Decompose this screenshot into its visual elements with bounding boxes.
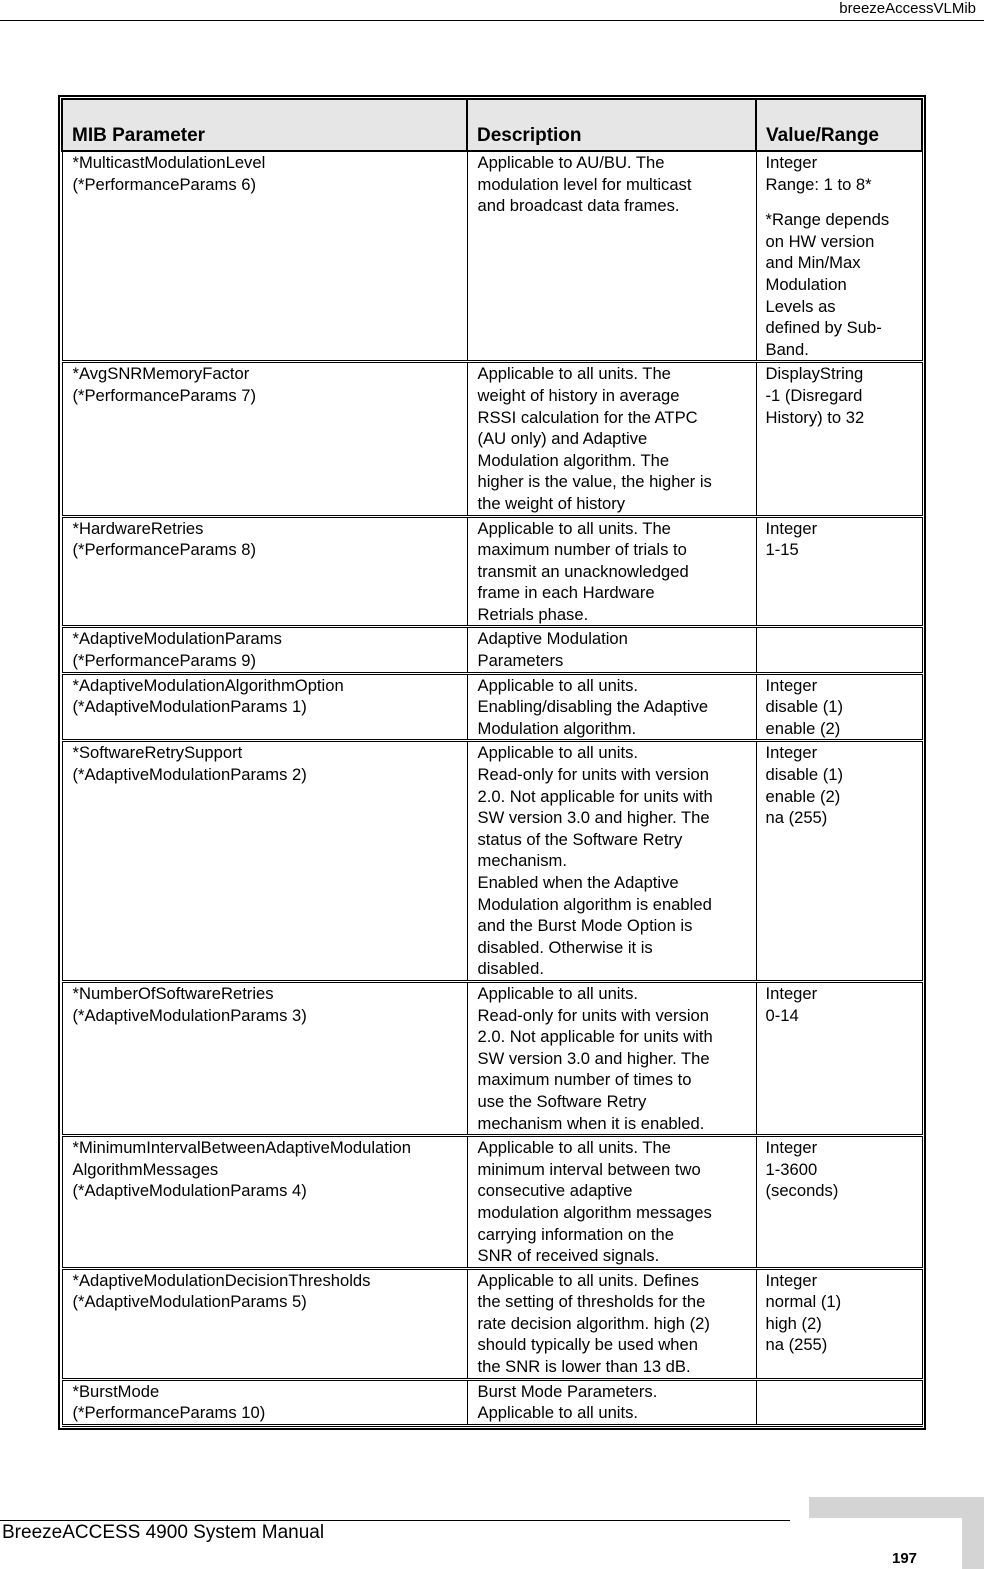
cell-text-line: and broadcast data frames. xyxy=(477,196,680,216)
cell-text-line: enable (2) xyxy=(765,718,841,738)
parameter-cell xyxy=(62,1268,467,1379)
cell-text-line: Applicable to all units. xyxy=(477,1403,639,1423)
table-row xyxy=(62,673,922,741)
cell-text-line: mechanism. xyxy=(477,851,567,871)
cell-text-line: (*PerformanceParams 10) xyxy=(72,1403,266,1423)
cell-text-line: defined by Sub- xyxy=(765,318,882,338)
cell-text-line: Applicable to all units. Defines xyxy=(477,1270,699,1290)
cell-text-line: -1 (Disregard xyxy=(765,385,863,405)
cell-text-line: Integer xyxy=(765,1138,818,1158)
cell-text-line: (*PerformanceParams 6) xyxy=(72,174,257,194)
cell-text-line: Modulation algorithm. xyxy=(477,718,637,738)
cell-text-line: Integer xyxy=(765,153,818,172)
cell-text-line: modulation level for multicast xyxy=(477,174,692,194)
table-header-row xyxy=(62,99,922,151)
cell-text-line: *AvgSNRMemoryFactor xyxy=(72,364,250,384)
parameter-cell xyxy=(62,516,467,627)
cell-text-line: (*AdaptiveModulationParams 4) xyxy=(72,1181,307,1201)
cell-text-line: mechanism when it is enabled. xyxy=(477,1113,705,1133)
cell-text-line: and Min/Max xyxy=(765,253,861,273)
cell-text-line: na (255) xyxy=(765,1335,828,1355)
description-cell xyxy=(467,1136,756,1269)
cell-text-line: Modulation xyxy=(765,274,847,294)
cell-text-line: Modulation algorithm is enabled xyxy=(477,894,712,914)
table-row xyxy=(62,151,922,362)
description-cell xyxy=(467,151,756,362)
table-row xyxy=(62,362,922,516)
cell-text-line: disable (1) xyxy=(765,765,843,785)
cell-text-line: the weight of history xyxy=(477,493,626,513)
cell-text-line: normal (1) xyxy=(765,1292,842,1312)
page-number: 197 xyxy=(892,1550,918,1567)
cell-text-line: Applicable to all units. xyxy=(477,983,639,1003)
cell-text-line: Modulation algorithm. The xyxy=(477,450,670,470)
cell-text-line: the SNR is lower than 13 dB. xyxy=(477,1357,691,1377)
description-cell xyxy=(467,673,756,741)
cell-text-line: (*PerformanceParams 8) xyxy=(72,540,257,560)
value-range-cell xyxy=(756,627,922,673)
cell-text-line: SW version 3.0 and higher. The xyxy=(477,808,710,828)
value-range-cell xyxy=(756,1136,922,1269)
value-range-cell xyxy=(756,151,922,362)
cell-text-line: disabled. Otherwise it is xyxy=(477,937,653,957)
cell-text-line: (seconds) xyxy=(765,1181,839,1201)
table-row xyxy=(62,1268,922,1379)
cell-text-line: and the Burst Mode Option is xyxy=(477,916,693,936)
cell-text-line: DisplayString xyxy=(765,364,864,384)
footer-manual-title: BreezeACCESS 4900 System Manual xyxy=(2,1522,325,1543)
cell-text-line: Parameters xyxy=(477,651,564,671)
cell-text-line: *NumberOfSoftwareRetries xyxy=(72,983,274,1003)
mib-table-frame xyxy=(58,95,926,1430)
cell-text-line: carrying information on the xyxy=(477,1224,674,1244)
parameter-cell xyxy=(62,151,467,362)
cell-text-line: SW version 3.0 and higher. The xyxy=(477,1048,710,1068)
column-header-description: Description xyxy=(467,99,756,151)
value-range-cell xyxy=(756,516,922,627)
cell-text-line: high (2) xyxy=(765,1313,822,1333)
cell-text-line: *HardwareRetries xyxy=(72,518,204,538)
cell-text-line: maximum number of trials to xyxy=(477,540,687,560)
cell-text-line: Integer xyxy=(765,518,818,538)
parameter-cell xyxy=(62,627,467,673)
parameter-cell xyxy=(62,673,467,741)
cell-text-line: (AU only) and Adaptive xyxy=(477,429,648,449)
cell-text-line: Read-only for units with version xyxy=(477,1005,709,1025)
table-row xyxy=(62,981,922,1135)
header-rule xyxy=(0,20,984,21)
cell-text-line: (*AdaptiveModulationParams 3) xyxy=(72,1005,307,1025)
footer-rule xyxy=(0,1520,790,1521)
cell-text-line: na (255) xyxy=(765,808,828,828)
page-number-box-inner xyxy=(809,1518,962,1569)
parameter-cell xyxy=(62,981,467,1135)
cell-text-line: *MulticastModulationLevel xyxy=(72,153,266,172)
value-range-cell xyxy=(756,1379,922,1425)
cell-text-line: status of the Software Retry xyxy=(477,829,683,849)
cell-text-line: (*AdaptiveModulationParams 2) xyxy=(72,765,307,785)
cell-text-line: Retrials phase. xyxy=(477,604,589,624)
cell-text-line: Enabling/disabling the Adaptive xyxy=(477,697,709,717)
cell-text-line: Integer xyxy=(765,1270,818,1290)
description-cell xyxy=(467,627,756,673)
cell-spacer xyxy=(766,195,918,209)
cell-text-line: AlgorithmMessages xyxy=(72,1159,219,1179)
cell-text-line: Read-only for units with version xyxy=(477,765,709,785)
description-cell xyxy=(467,1268,756,1379)
cell-text-line: Integer xyxy=(765,675,818,695)
cell-text-line: *AdaptiveModulationParams xyxy=(72,629,282,649)
value-range-cell xyxy=(756,981,922,1135)
column-header-value-range: Value/Range xyxy=(756,99,922,151)
cell-text-line: SNR of received signals. xyxy=(477,1246,660,1266)
cell-text-line: on HW version xyxy=(765,231,875,251)
cell-text-line: 0-14 xyxy=(765,1005,799,1025)
description-cell xyxy=(467,981,756,1135)
cell-text-line: 1-15 xyxy=(765,540,799,560)
cell-text-line: Range: 1 to 8* xyxy=(765,174,872,194)
cell-text-line: maximum number of times to xyxy=(477,1070,692,1090)
cell-text-line: RSSI calculation for the ATPC xyxy=(477,407,698,427)
cell-text-line: frame in each Hardware xyxy=(477,583,655,603)
cell-text-line: modulation algorithm messages xyxy=(477,1202,712,1222)
cell-text-line: Adaptive Modulation xyxy=(477,629,628,649)
value-range-cell xyxy=(756,1268,922,1379)
cell-text-line: Applicable to AU/BU. The xyxy=(477,153,665,172)
cell-text-line: (*PerformanceParams 7) xyxy=(72,385,257,405)
cell-text-line: Applicable to all units. The xyxy=(477,1138,671,1158)
description-cell xyxy=(467,516,756,627)
cell-text-line: the setting of thresholds for the xyxy=(477,1292,706,1312)
cell-text-line: weight of history in average xyxy=(477,385,680,405)
cell-text-line: Band. xyxy=(765,339,809,359)
cell-text-line: Integer xyxy=(765,983,818,1003)
cell-text-line: transmit an unacknowledged xyxy=(477,561,689,581)
cell-text-line: rate decision algorithm. high (2) xyxy=(477,1313,710,1333)
cell-text-line: 2.0. Not applicable for units with xyxy=(477,786,713,806)
cell-text-line: Applicable to all units. The xyxy=(477,364,671,384)
parameter-cell xyxy=(62,362,467,516)
cell-text-line: should typically be used when xyxy=(477,1335,698,1355)
cell-text-line: *AdaptiveModulationAlgorithmOption xyxy=(72,675,344,695)
table-body xyxy=(62,151,922,1425)
cell-text-line: (*AdaptiveModulationParams 5) xyxy=(72,1292,307,1312)
cell-text-line: higher is the value, the higher is xyxy=(477,472,712,492)
value-range-cell xyxy=(756,362,922,516)
cell-text-line: (*AdaptiveModulationParams 1) xyxy=(72,697,307,717)
cell-text-line: Enabled when the Adaptive xyxy=(477,873,679,892)
cell-text-line: History) to 32 xyxy=(765,407,865,427)
cell-text-line: disabled. xyxy=(477,959,544,979)
cell-text-line: Applicable to all units. xyxy=(477,675,639,695)
column-header-mib-parameter: MIB Parameter xyxy=(62,99,467,151)
cell-text-line: (*PerformanceParams 9) xyxy=(72,651,257,671)
cell-text-line: Integer xyxy=(765,743,818,763)
table-row xyxy=(62,1136,922,1269)
cell-text-line: consecutive adaptive xyxy=(477,1181,633,1201)
table-row xyxy=(62,741,922,982)
parameter-cell xyxy=(62,1379,467,1425)
mib-parameter-table xyxy=(61,98,923,1427)
parameter-cell xyxy=(62,741,467,982)
cell-text-line: disable (1) xyxy=(765,697,843,717)
cell-text-line: Levels as xyxy=(765,296,836,316)
cell-text-line: *Range depends xyxy=(765,210,890,230)
document-header-title: breezeAccessVLMib xyxy=(839,0,976,17)
parameter-cell xyxy=(62,1136,467,1269)
description-cell xyxy=(467,741,756,982)
cell-text-line: enable (2) xyxy=(765,786,841,806)
cell-text-line: use the Software Retry xyxy=(477,1091,647,1111)
description-cell xyxy=(467,1379,756,1425)
cell-text-line: Applicable to all units. xyxy=(477,743,639,763)
cell-text-line: 2.0. Not applicable for units with xyxy=(477,1027,713,1047)
cell-text-line: minimum interval between two xyxy=(477,1159,701,1179)
table-row xyxy=(62,627,922,673)
description-cell xyxy=(467,362,756,516)
cell-text-line: *BurstMode xyxy=(72,1381,160,1401)
table-row xyxy=(62,1379,922,1425)
value-range-cell xyxy=(756,741,922,982)
cell-text-line: *AdaptiveModulationDecisionThresholds xyxy=(72,1270,371,1290)
cell-text-line: *MinimumIntervalBetweenAdaptiveModulation xyxy=(72,1138,412,1158)
value-range-cell xyxy=(756,673,922,741)
cell-text-line: *SoftwareRetrySupport xyxy=(72,743,243,763)
table-row xyxy=(62,516,922,627)
cell-text-line: 1-3600 xyxy=(765,1159,818,1179)
cell-text-line: Applicable to all units. The xyxy=(477,518,671,538)
cell-text-line: Burst Mode Parameters. xyxy=(477,1381,658,1401)
